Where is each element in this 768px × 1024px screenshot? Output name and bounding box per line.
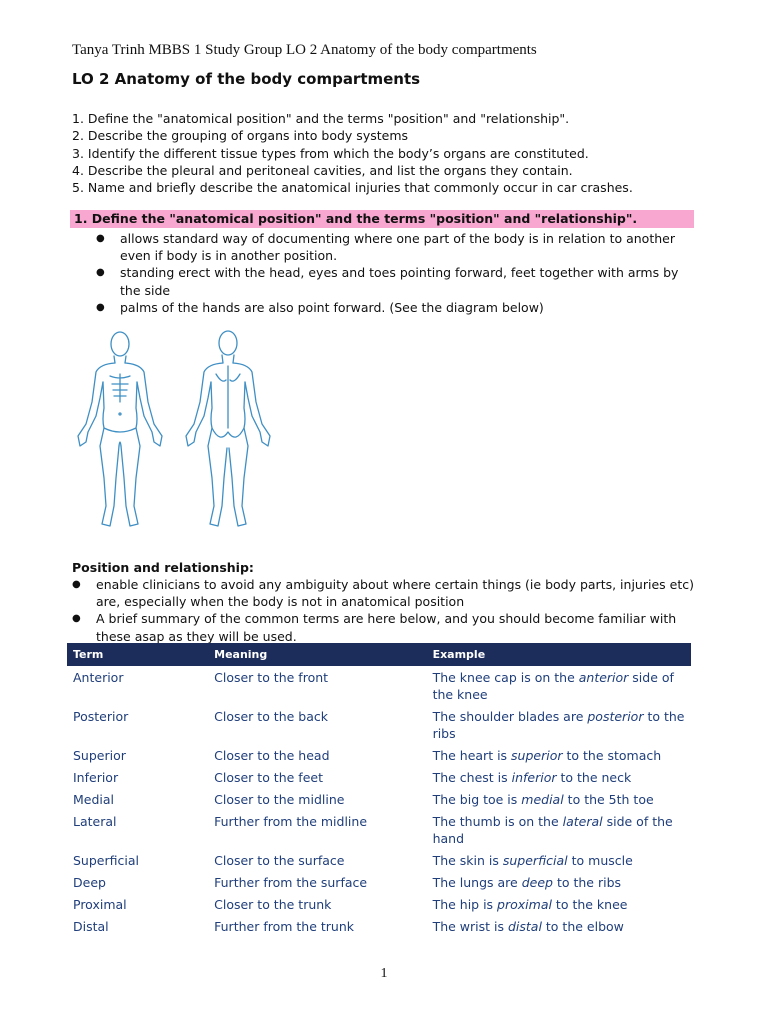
term-cell: Superior bbox=[73, 748, 126, 763]
term-cell: Posterior bbox=[73, 709, 129, 724]
example-text: The big toe is bbox=[432, 792, 522, 807]
term-cell: Distal bbox=[73, 919, 109, 934]
example-text: to the neck bbox=[556, 770, 632, 785]
example-cell bbox=[427, 871, 691, 893]
page-number: 1 bbox=[380, 966, 388, 981]
example-emphasis: superior bbox=[511, 748, 563, 763]
objective-item: 4. Describe the pleural and peritoneal cavities, and list the organs they contain. bbox=[72, 162, 573, 178]
position-relationship-heading: Position and relationship: bbox=[72, 560, 254, 575]
example-text: side of the knee bbox=[432, 670, 674, 702]
bullet-text: A brief summary of the common terms are here below, and you should become familiar with these asap as they will be used. bbox=[96, 611, 677, 644]
example-cell bbox=[427, 788, 691, 810]
example-emphasis: lateral bbox=[562, 814, 603, 829]
example-emphasis: distal bbox=[507, 919, 542, 934]
bullet-text: allows standard way of documenting where one part of the body is in relation to another even if body is in another position. bbox=[120, 231, 675, 264]
table-row bbox=[67, 810, 691, 849]
objective-item: 2. Describe the grouping of organs into body systems bbox=[72, 128, 409, 144]
table-row bbox=[67, 915, 691, 937]
table-row bbox=[67, 871, 691, 893]
example-text: to the ribs bbox=[432, 709, 685, 741]
term-cell: Lateral bbox=[73, 814, 117, 829]
term-cell: Anterior bbox=[73, 670, 124, 685]
example-cell bbox=[427, 744, 691, 766]
example-cell bbox=[427, 766, 691, 788]
example-cell bbox=[427, 810, 691, 849]
example-emphasis: posterior bbox=[587, 709, 644, 724]
bullet-icon: ● bbox=[72, 613, 81, 625]
anatomical-position-bullets bbox=[96, 230, 696, 316]
term-cell: Proximal bbox=[73, 897, 127, 912]
table-row bbox=[67, 849, 691, 871]
bullet-icon: ● bbox=[96, 233, 105, 244]
bullet-item bbox=[72, 610, 696, 644]
column-header-meaning: Meaning bbox=[214, 648, 268, 661]
bullet-text: enable clinicians to avoid any ambiguity about where certain things (ie body parts, injuries etc) are, especially when the body is not in anatomical position bbox=[96, 577, 694, 610]
meaning-cell: Further from the surface bbox=[214, 875, 368, 890]
example-text: to the knee bbox=[551, 897, 628, 912]
example-text: The skin is bbox=[432, 853, 503, 868]
table-header-row bbox=[67, 643, 691, 666]
bullet-icon: ● bbox=[96, 301, 105, 313]
meaning-cell: Further from the trunk bbox=[214, 919, 354, 934]
example-cell bbox=[427, 915, 691, 937]
example-emphasis: inferior bbox=[511, 770, 557, 785]
learning-objectives-list bbox=[72, 110, 633, 196]
table-row bbox=[67, 766, 691, 788]
term-cell: Inferior bbox=[73, 770, 119, 785]
bullet-item bbox=[96, 230, 696, 264]
example-text: The heart is bbox=[432, 748, 512, 763]
table-row bbox=[67, 666, 691, 705]
table-row bbox=[67, 788, 691, 810]
example-cell bbox=[427, 705, 691, 744]
bullet-item bbox=[96, 299, 696, 316]
bullet-icon: ● bbox=[96, 267, 105, 279]
meaning-cell: Closer to the head bbox=[214, 748, 330, 763]
example-emphasis: proximal bbox=[497, 897, 552, 912]
meaning-cell: Closer to the front bbox=[214, 670, 329, 685]
objective-item: 3. Identify the different tissue types from which the body’s organs are constituted. bbox=[72, 145, 589, 161]
back-view-figure bbox=[186, 331, 270, 526]
example-text: to the 5th toe bbox=[563, 792, 654, 807]
meaning-cell: Closer to the back bbox=[214, 709, 329, 724]
column-header-example: Example bbox=[432, 648, 486, 661]
example-cell bbox=[427, 666, 691, 705]
example-text: to the stomach bbox=[562, 748, 662, 763]
bullet-item bbox=[96, 264, 696, 298]
meaning-cell: Closer to the feet bbox=[214, 770, 323, 785]
section-heading-anatomical-position: 1. Define the "anatomical position" and the terms "position" and "relationship". bbox=[70, 210, 694, 228]
position-relationship-bullets bbox=[72, 576, 696, 645]
bullet-text: standing erect with the head, eyes and toes pointing forward, feet together with arms by the side bbox=[120, 265, 679, 298]
example-text: The knee cap is on the bbox=[432, 670, 579, 685]
example-text: The wrist is bbox=[432, 919, 508, 934]
example-emphasis: anterior bbox=[578, 670, 629, 685]
term-cell: Medial bbox=[73, 792, 115, 807]
term-cell: Superficial bbox=[73, 853, 139, 868]
example-text: The lungs are bbox=[432, 875, 522, 890]
example-text: to the ribs bbox=[552, 875, 622, 890]
example-text: side of the hand bbox=[432, 814, 673, 846]
example-text: to muscle bbox=[567, 853, 633, 868]
table-row bbox=[67, 705, 691, 744]
meaning-cell: Closer to the midline bbox=[214, 792, 345, 807]
example-emphasis: medial bbox=[521, 792, 564, 807]
page-title: LO 2 Anatomy of the body compartments bbox=[72, 70, 421, 88]
example-text: The shoulder blades are bbox=[432, 709, 588, 724]
objective-item: 5. Name and briefly describe the anatomical injuries that commonly occur in car crashes. bbox=[72, 180, 633, 196]
bullet-icon: ● bbox=[72, 579, 81, 590]
example-emphasis: superficial bbox=[502, 853, 568, 868]
meaning-cell: Further from the midline bbox=[214, 814, 368, 829]
example-emphasis: deep bbox=[521, 875, 553, 890]
example-text: The thumb is on the bbox=[432, 814, 563, 829]
table-row bbox=[67, 893, 691, 915]
example-text: The hip is bbox=[432, 897, 498, 912]
running-header: Tanya Trinh MBBS 1 Study Group LO 2 Anatomy of the body compartments bbox=[72, 42, 537, 58]
meaning-cell: Closer to the surface bbox=[214, 853, 345, 868]
anatomical-terms-table bbox=[67, 643, 691, 937]
example-text: to the elbow bbox=[541, 919, 624, 934]
column-header-term: Term bbox=[73, 648, 104, 661]
objective-item: 1. Define the "anatomical position" and the terms "position" and "relationship". bbox=[72, 111, 570, 126]
table-row bbox=[67, 744, 691, 766]
front-view-figure bbox=[78, 332, 162, 526]
meaning-cell: Closer to the trunk bbox=[214, 897, 332, 912]
example-text: The chest is bbox=[432, 770, 512, 785]
bullet-text: palms of the hands are also point forward. (See the diagram below) bbox=[120, 299, 544, 315]
anatomical-position-figures bbox=[70, 328, 280, 542]
example-cell bbox=[427, 893, 691, 915]
term-cell: Deep bbox=[73, 875, 106, 890]
example-cell bbox=[427, 849, 691, 871]
bullet-item bbox=[72, 576, 696, 610]
